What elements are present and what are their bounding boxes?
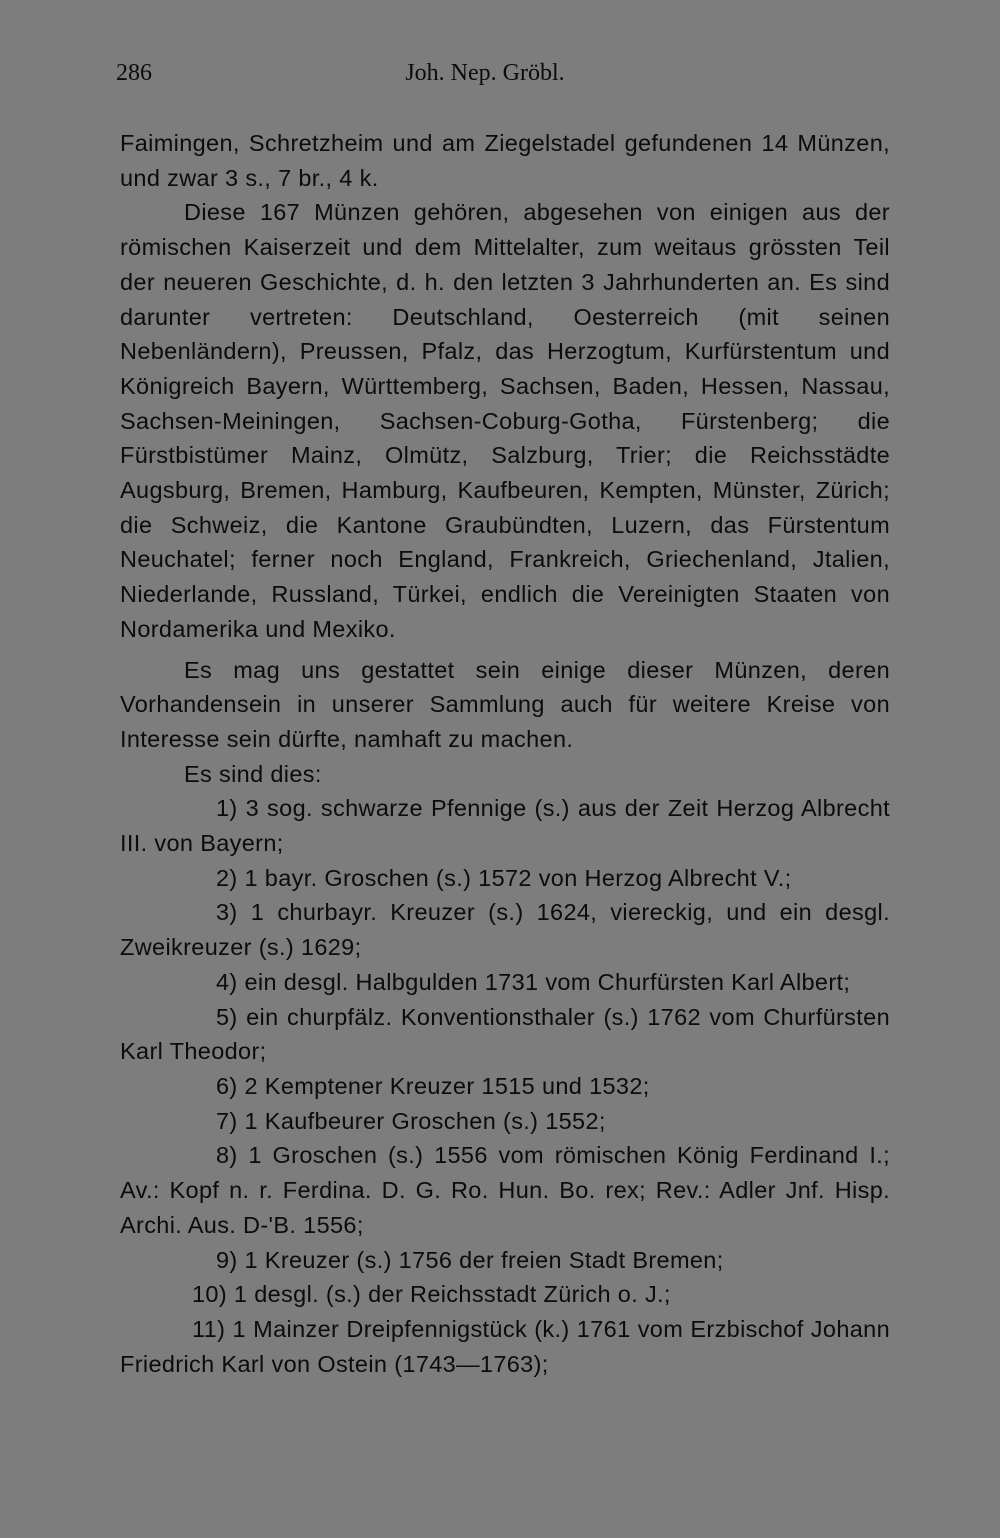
list-item [120,861,890,896]
list-item-number: 6) [216,1072,238,1099]
list-item-number: 2) [216,864,238,891]
list-item-number: 7) [216,1107,238,1134]
list-item-text: 1 Kaufbeurer Groschen (s.) 1552; [244,1107,606,1134]
list-item-text: 1 desgl. (s.) der Reichsstadt Zürich o. J.; [233,1281,671,1308]
list-item-number: 11) [192,1315,226,1342]
list-item-number: 9) [216,1246,238,1273]
list-item-text: 1 Mainzer Dreipfennigstück (k.) 1761 vom Erzbischof Johann Friedrich Karl von Ostein (1743—1763); [120,1315,890,1377]
list-item-number: 5) [216,1003,238,1030]
body-text [120,126,890,1381]
list-item-number: 3) [216,899,238,926]
list-item-text: 1 churbayr. Kreuzer (s.) 1624, viereckig, und ein desgl. Zweikreuzer (s.) 1629; [120,899,890,961]
list-item [120,1000,890,1069]
paragraph-introduction: Es mag uns gestattet sein einige dieser Münzen, deren Vorhandensein in unserer Sammlung auch für weitere Kreise von Interesse sein dürfte, namhaft zu machen. [120,656,890,752]
paragraph-list-lead: Es sind dies: [184,760,322,787]
list-item [120,1277,890,1312]
running-title: Joh. Nep. Gröbl. [405,60,565,86]
list-item [120,1104,890,1139]
book-page [116,60,890,1381]
list-item [120,965,890,1000]
paragraph-continuation: Faimingen, Schretzheim und am Ziegelstadel gefundenen 14 Münzen, und zwar 3 s., 7 br., 4 k. [120,130,890,191]
list-item [120,1138,890,1242]
list-item-text: 3 sog. schwarze Pfennige (s.) aus der Zeit Herzog Albrecht III. von Bayern; [120,795,890,857]
list-item-number: 1) [216,795,238,822]
page-number: 286 [116,60,152,86]
list-item-text: ein desgl. Halbgulden 1731 vom Churfürsten Karl Albert; [244,968,851,995]
coin-list [120,791,890,1381]
list-item [120,791,890,860]
list-item-text: ein churpfälz. Konventionsthaler (s.) 1762 vom Churfürsten Karl Theodor; [120,1003,890,1065]
list-item [120,895,890,964]
list-item-text: 2 Kemptener Kreuzer 1515 und 1532; [244,1072,650,1099]
list-item-number: 10) [192,1281,228,1308]
list-item-text: 1 Kreuzer (s.) 1756 der freien Stadt Bremen; [244,1246,724,1273]
list-item-number: 8) [216,1142,238,1169]
page-header [116,60,890,100]
list-item [120,1243,890,1278]
list-item [120,1069,890,1104]
list-item [120,1312,890,1381]
list-item-text: 1 bayr. Groschen (s.) 1572 von Herzog Albrecht V.; [244,864,792,891]
list-item-number: 4) [216,968,238,995]
list-item-text: 1 Groschen (s.) 1556 vom römischen König Ferdinand I.; Av.: Kopf n. r. Ferdina. D. G. Ro. Hun. Bo. rex; Rev.: Adler Jnf. Hisp. Archi. Aus. D-'B. 1556; [120,1142,890,1238]
paragraph-coin-overview: Diese 167 Münzen gehören, abgesehen von einigen aus der römischen Kaiserzeit und dem Mittelalter, zum weitaus grössten Teil der neueren Geschichte, d. h. den letzten 3 Jahrhunderten an. Es sind darunter vertreten: Deutschland, Oesterreich (mit seinen Nebenländern), Preussen, Pfalz, das Herzogtum, Kurfürstentum und Königreich Bayern, Württemberg, Sachsen, Baden, Hessen, Nassau, Sachsen-Meiningen, Sachsen-Coburg-Gotha, Fürstenberg; die Fürstbistümer Mainz, Olmütz, Salzburg, Trier; die Reichsstädte Augsburg, Bremen, Hamburg, Kaufbeuren, Kempten, Münster, Zürich; die Schweiz, die Kantone Graubündten, Luzern, das Fürstentum Neuchatel; ferner noch England, Frankreich, Griechenland, Jtalien, Niederlande, Russland, Türkei, endlich die Vereinigten Staaten von Nordamerika und Mexiko. [120,199,890,642]
